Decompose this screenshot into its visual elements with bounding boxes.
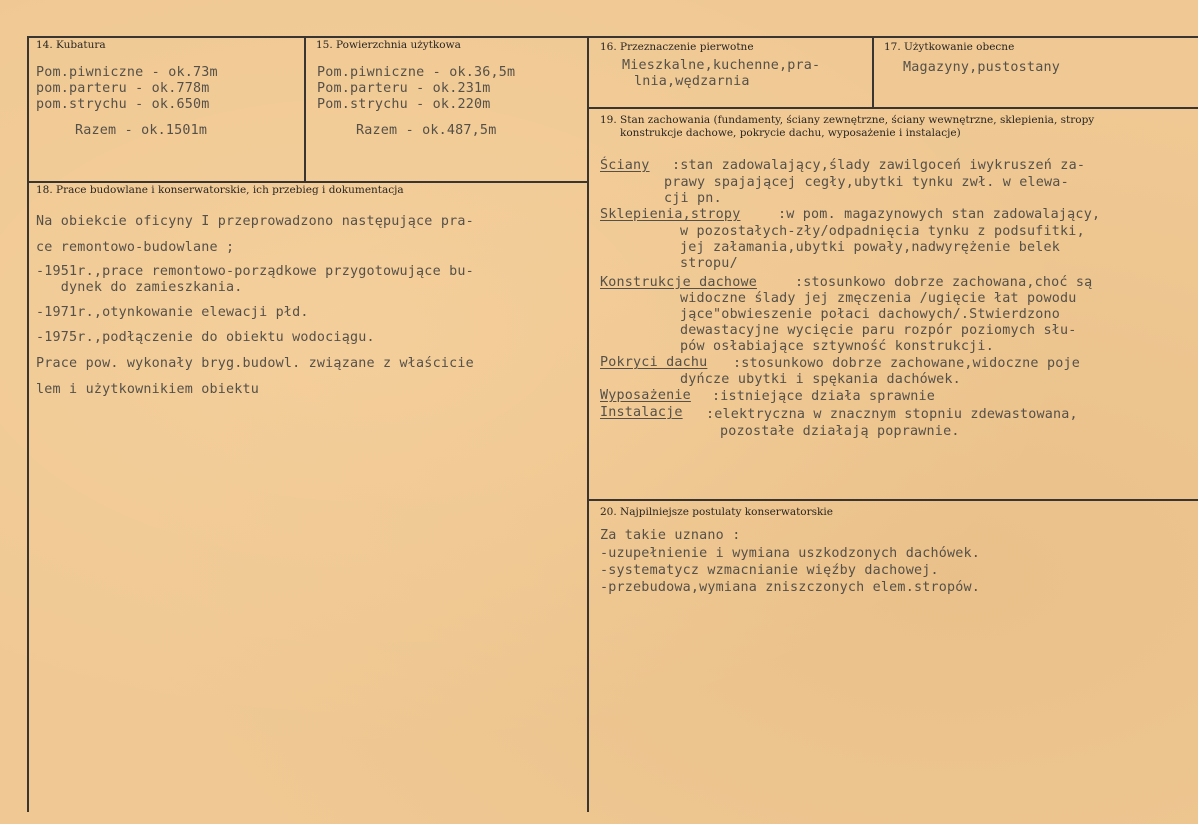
entry-konstrukcje-line-5: pów osłabiające sztywność konstrukcji. (680, 339, 994, 354)
section-14-header: 14. Kubatura (36, 39, 106, 51)
divider-19-20 (587, 499, 1198, 501)
entry-sklepienia-line-4: stropu/ (680, 256, 738, 271)
frame-left-line (27, 36, 29, 812)
entry-sciany-line-2: prawy spajającej cegły,ubytki tynku zwł. w elewa- (664, 175, 1069, 190)
entry-konstrukcje-line-4: dewastacyjne wycięcie paru rozpór poziomych słu- (680, 323, 1077, 338)
entry-pokrycie-line-2: dyńcze ubytki i spękania dachówek. (680, 372, 961, 387)
section-15-line-2: Pom.parteru - ok.231m (317, 81, 491, 96)
entry-label-sklepienia: Sklepienia,stropy (600, 207, 741, 222)
entry-pokrycie-line-1: :stosunkowo dobrze zachowane,widoczne poje (733, 356, 1080, 371)
section-18-line-7: Prace pow. wykonały bryg.budowl. związane z właścicie (36, 356, 474, 371)
section-20-header: 20. Najpilniejsze postulaty konserwatorskie (600, 506, 833, 518)
entry-label-sciany: Ściany (600, 158, 650, 173)
section-16-line-1: Mieszkalne,kuchenne,pra- (622, 58, 821, 73)
section-18-line-6: -1975r.,podłączenie do obiektu wodociągu. (36, 330, 375, 345)
entry-instalacje-line-2: pozostałe działają poprawnie. (720, 424, 960, 439)
entry-label-instalacje: Instalacje (600, 405, 683, 420)
section-18-line-4: dynek do zamieszkania. (36, 280, 243, 295)
section-18-line-1: Na obiekcie oficyny I przeprowadzono następujące pra- (36, 214, 474, 229)
section-14-line-3: pom.strychu - ok.650m (36, 97, 210, 112)
section-15-total: Razem - ok.487,5m (356, 123, 497, 138)
entry-sklepienia-line-3: jej załamania,ubytki powały,nadwyrężenie belek (680, 240, 1061, 255)
section-15-line-3: Pom.strychu - ok.220m (317, 97, 491, 112)
section-14-total: Razem - ok.1501m (75, 123, 208, 138)
divider-16-17 (872, 36, 874, 107)
section-20-line-1: Za takie uznano : (600, 528, 741, 543)
divider-main-vertical (587, 36, 589, 812)
section-16-header: 16. Przeznaczenie pierwotne (600, 41, 754, 53)
section-14-line-1: Pom.piwniczne - ok.73m (36, 65, 218, 80)
entry-sklepienia-line-1: :w pom. magazynowych stan zadowalający, (778, 207, 1101, 222)
section-20-line-2: -uzupełnienie i wymiana uszkodzonych dachówek. (600, 546, 981, 561)
entry-sciany-line-3: cji pn. (664, 191, 722, 206)
section-18-header: 18. Prace budowlane i konserwatorskie, ich przebieg i dokumentacja (36, 184, 404, 196)
entry-instalacje-line-1: :elektryczna w znacznym stopniu zdewastowana, (706, 407, 1078, 422)
section-19-header-line-2: konstrukcje dachowe, pokrycie dachu, wyposażenie i instalacje) (620, 127, 961, 139)
section-18-line-8: lem i użytkownikiem obiektu (36, 382, 260, 397)
section-20-line-4: -przebudowa,wymiana zniszczonych elem.stropów. (600, 580, 981, 595)
divider-row1-left (27, 181, 588, 183)
section-15-header: 15. Powierzchnia użytkowa (316, 39, 461, 51)
section-19-header-line-1: 19. Stan zachowania (fundamenty, ściany zewnętrzne, ściany wewnętrzne, sklepienia, stropy (600, 114, 1095, 126)
frame-top-line (27, 36, 1198, 38)
section-16-line-2: lnia,wędzarnia (634, 74, 750, 89)
entry-konstrukcje-line-1: :stosunkowo dobrze zachowana,choć są (795, 275, 1093, 290)
entry-label-konstrukcje: Konstrukcje dachowe (600, 275, 757, 290)
entry-sklepienia-line-2: w pozostałych-zły/odpadnięcia tynku z podsufitki, (680, 224, 1085, 239)
section-17-line-1: Magazyny,pustostany (903, 60, 1060, 75)
divider-row1-right (587, 107, 1198, 109)
entry-label-pokrycie: Pokryci dachu (600, 355, 708, 370)
section-14-line-2: pom.parteru - ok.778m (36, 81, 210, 96)
entry-label-wyposazenie: Wyposażenie (600, 388, 691, 403)
section-17-header: 17. Użytkowanie obecne (884, 41, 1015, 53)
section-15-line-1: Pom.piwniczne - ok.36,5m (317, 65, 516, 80)
entry-konstrukcje-line-2: widoczne ślady jej zmęczenia /ugięcie łat powodu (680, 291, 1077, 306)
section-18-line-2: ce remontowo-budowlane ; (36, 240, 235, 255)
section-18-line-3: -1951r.,prace remontowo-porządkowe przygotowujące bu- (36, 264, 474, 279)
entry-konstrukcje-line-3: jące"obwieszenie połaci dachowych/.Stwierdzono (680, 307, 1061, 322)
section-18-line-5: -1971r.,otynkowanie elewacji płd. (36, 305, 309, 320)
entry-sciany-line-1: :stan zadowalający,ślady zawilgoceń iwykruszeń za- (672, 158, 1086, 173)
divider-14-15 (304, 36, 306, 181)
section-20-line-3: -systematycz wzmacnianie więźby dachowej. (600, 563, 939, 578)
entry-wyposazenie-line-1: :istniejące działa sprawnie (712, 389, 936, 404)
